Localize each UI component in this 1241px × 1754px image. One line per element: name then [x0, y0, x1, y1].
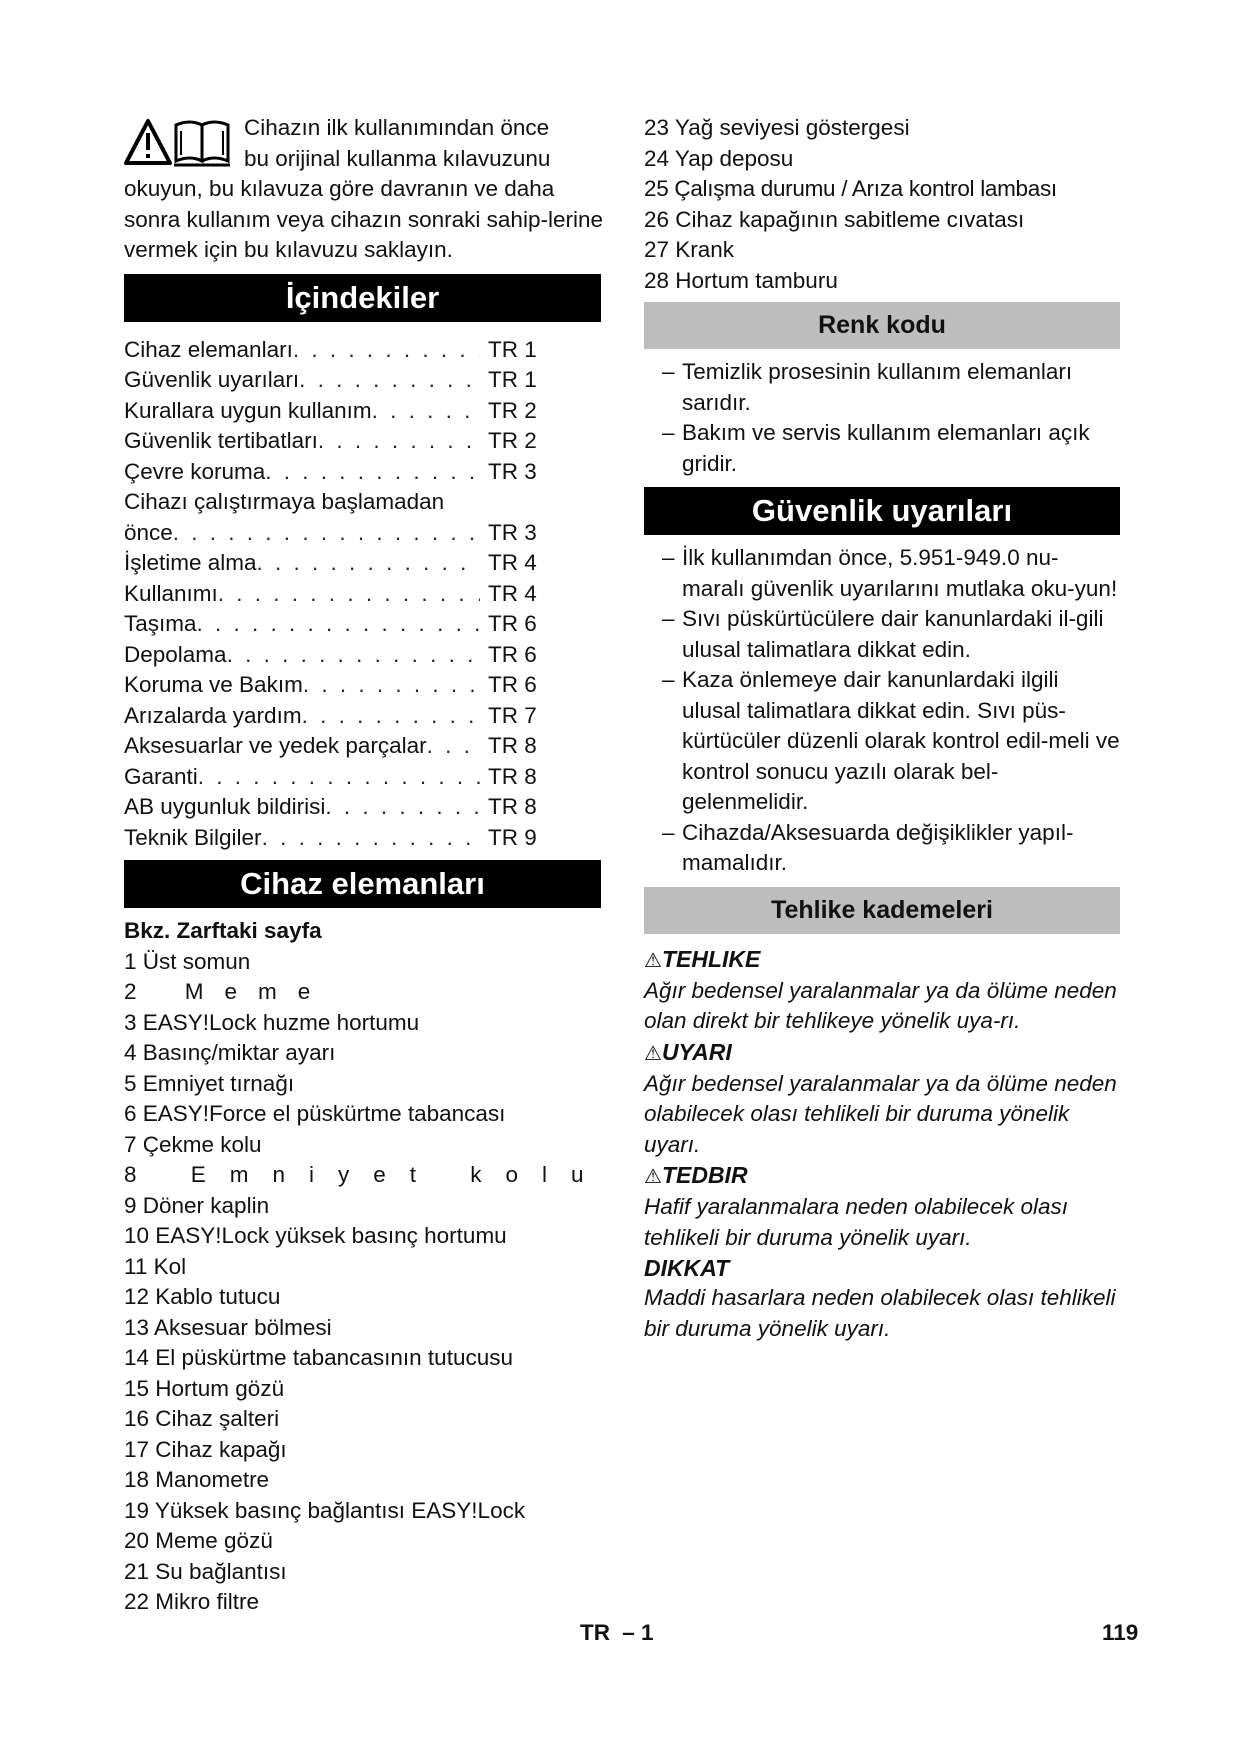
color-code-list	[644, 357, 1120, 479]
list-item: – Kaza önlemeye dair kanunlardaki ilgili ulusal talimatlara dikkat edin. Sıvı püs-kürtücüler düzenli olarak kontrol edil-meli ve kontrol sonucu yazılı olarak bel-gelenmelidir.	[662, 667, 1120, 814]
list-item: 3 EASY!Lock huzme hortumu	[124, 1009, 420, 1035]
list-item: 23 Yağ seviyesi göstergesi	[644, 115, 910, 140]
safety-heading: Güvenlik uyarıları	[644, 487, 1120, 535]
toc-item[interactable]: Kullanımı . . . TR 4	[124, 579, 544, 610]
list-item: 12 Kablo tutucu	[124, 1284, 281, 1309]
hazard-text-caution: Hafif yaralanmalara neden olabilecek olası tehlikeli bir duruma yönelik uyarı.	[644, 1194, 1068, 1250]
list-item: 6 EASY!Force el püskürtme tabancası	[124, 1101, 506, 1126]
hazard-label-warning: ⚠UYARI	[644, 1038, 732, 1065]
warning-manual-icon	[124, 117, 234, 169]
toc-item[interactable]: Kurallara uygun kullanım . . . TR 2	[124, 396, 544, 427]
hazard-text-warning: Ağır bedensel yaralanmalar ya da ölüme neden olabilecek olası tehlikeli bir duruma yönelik uyarı.	[644, 1070, 1117, 1157]
list-item: 15 Hortum gözü	[124, 1375, 285, 1401]
list-item: 19 Yüksek basınç bağlantısı EASY!Lock	[124, 1497, 526, 1523]
list-item: – Bakım ve servis kullanım elemanları açık gridir.	[662, 420, 1090, 476]
safety-list	[644, 543, 1120, 879]
hazard-label-notice: DIKKAT	[644, 1255, 730, 1281]
toc-heading: İçindekiler	[124, 274, 601, 322]
hazard-label-caution: ⚠TEDBIR	[644, 1162, 748, 1188]
intro-notice	[124, 113, 601, 266]
list-item: 7 Çekme kolu	[124, 1131, 262, 1157]
hazard-levels	[644, 944, 1120, 1345]
list-item: – Cihazda/Aksesuarda değişiklikler yapıl-mamalıdır.	[662, 819, 1074, 875]
list-item: 13 Aksesuar bölmesi	[124, 1314, 332, 1340]
hazard-text-notice: Maddi hasarlara neden olabilecek olası tehlikeli bir duruma yönelik uyarı.	[644, 1285, 1116, 1341]
toc-item[interactable]: Aksesuarlar ve yedek parçalar . . . TR 8	[124, 731, 544, 762]
intro-line-2: bu orijinal kullanma kılavuzunu	[244, 145, 551, 171]
table-of-contents	[124, 335, 544, 854]
list-item: 17 Cihaz kapağı	[124, 1436, 287, 1462]
right-column	[644, 113, 1120, 1344]
hazard-label-danger: ⚠TEHLIKE	[644, 945, 761, 972]
components-heading: Cihaz elemanları	[124, 860, 601, 908]
warning-triangle-icon: ⚠	[644, 1042, 662, 1065]
toc-item[interactable]: Taşıma . . . TR 6	[124, 609, 544, 640]
toc-item[interactable]: Çevre koruma . . . TR 3	[124, 457, 544, 488]
components-list-continued	[644, 113, 1120, 296]
list-item: 10 EASY!Lock yüksek basınç hortumu	[124, 1223, 507, 1248]
list-item: 22 Mikro filtre	[124, 1589, 260, 1614]
list-item: – Temizlik prosesinin kullanım elemanları sarıdır.	[662, 359, 1073, 415]
page-number: 119	[1102, 1620, 1139, 1645]
list-item: 24 Yap deposu	[644, 145, 794, 171]
list-item: 1 Üst somun	[124, 948, 251, 974]
toc-item[interactable]: Garanti . . . TR 8	[124, 762, 544, 793]
list-item: 21 Su bağlantısı	[124, 1558, 287, 1584]
toc-item[interactable]: Arızalarda yardım . . . TR 7	[124, 701, 544, 732]
footer-section-ref	[580, 1620, 654, 1646]
list-item: 2 Meme	[124, 979, 332, 1004]
list-item: 25 Çalışma durumu / Arıza kontrol lambası	[644, 176, 1057, 201]
list-item: 5 Emniyet tırnağı	[124, 1070, 295, 1096]
list-item: 20 Meme gözü	[124, 1528, 273, 1553]
left-column	[124, 113, 608, 1618]
toc-item[interactable]: AB uygunluk bildirisi . . . TR 8	[124, 792, 544, 823]
intro-line-1: Cihazın ilk kullanımından önce	[244, 115, 550, 140]
list-item: – İlk kullanımdan önce, 5.951-949.0 nu-maralı güvenlik uyarılarını mutlaka oku-yun!	[662, 545, 1118, 601]
list-item: 4 Basınç/miktar ayarı	[124, 1040, 336, 1065]
toc-item[interactable]: Koruma ve Bakım . . . TR 6	[124, 670, 544, 701]
hazard-text-danger: Ağır bedensel yaralanmalar ya da ölüme neden olan direkt bir tehlikeye yönelik uya-rı.	[644, 977, 1117, 1033]
components-subheading: Bkz. Zarftaki sayfa	[124, 918, 322, 943]
list-item: 28 Hortum tamburu	[644, 267, 838, 293]
toc-item[interactable]: Cihaz elemanları . . . TR 1	[124, 335, 544, 366]
list-item: 11 Kol	[124, 1253, 187, 1279]
hazard-levels-heading: Tehlike kademeleri	[644, 887, 1120, 934]
list-item: 8 Emniyet kolu	[124, 1162, 608, 1187]
toc-item[interactable]: Depolama . . . TR 6	[124, 640, 544, 671]
warning-triangle-icon: ⚠	[644, 949, 662, 972]
list-item: 9 Döner kaplin	[124, 1192, 270, 1218]
footer-language: TR	[580, 1620, 610, 1645]
list-item: 27 Krank	[644, 237, 735, 262]
list-item: 18 Manometre	[124, 1467, 270, 1492]
toc-item[interactable]: Cihazı çalıştırmaya başlamadan önce . . . TR 3	[124, 487, 544, 548]
footer-section-page: – 1	[622, 1620, 654, 1645]
list-item: – Sıvı püskürtücülere dair kanunlardaki il-gili ulusal talimatlara dikkat edin.	[662, 606, 1104, 662]
toc-item[interactable]: İşletime alma . . . TR 4	[124, 548, 544, 579]
list-item: 14 El püskürtme tabancasının tutucusu	[124, 1345, 513, 1370]
color-code-heading: Renk kodu	[644, 302, 1120, 349]
warning-triangle-icon: ⚠	[644, 1166, 662, 1188]
list-item: 16 Cihaz şalteri	[124, 1406, 280, 1431]
toc-item[interactable]: Güvenlik uyarıları . . . TR 1	[124, 365, 544, 396]
components-list	[124, 947, 608, 1618]
intro-text: okuyun, bu kılavuza göre davranın ve daha sonra kullanım veya cihazın sonraki sahip-lerine vermek için bu kılavuzu saklayın.	[124, 176, 603, 262]
list-item: 26 Cihaz kapağının sabitleme cıvatası	[644, 206, 1025, 232]
toc-item[interactable]: Teknik Bilgiler . . . TR 9	[124, 823, 544, 854]
toc-item[interactable]: Güvenlik tertibatları . . . TR 2	[124, 426, 544, 457]
